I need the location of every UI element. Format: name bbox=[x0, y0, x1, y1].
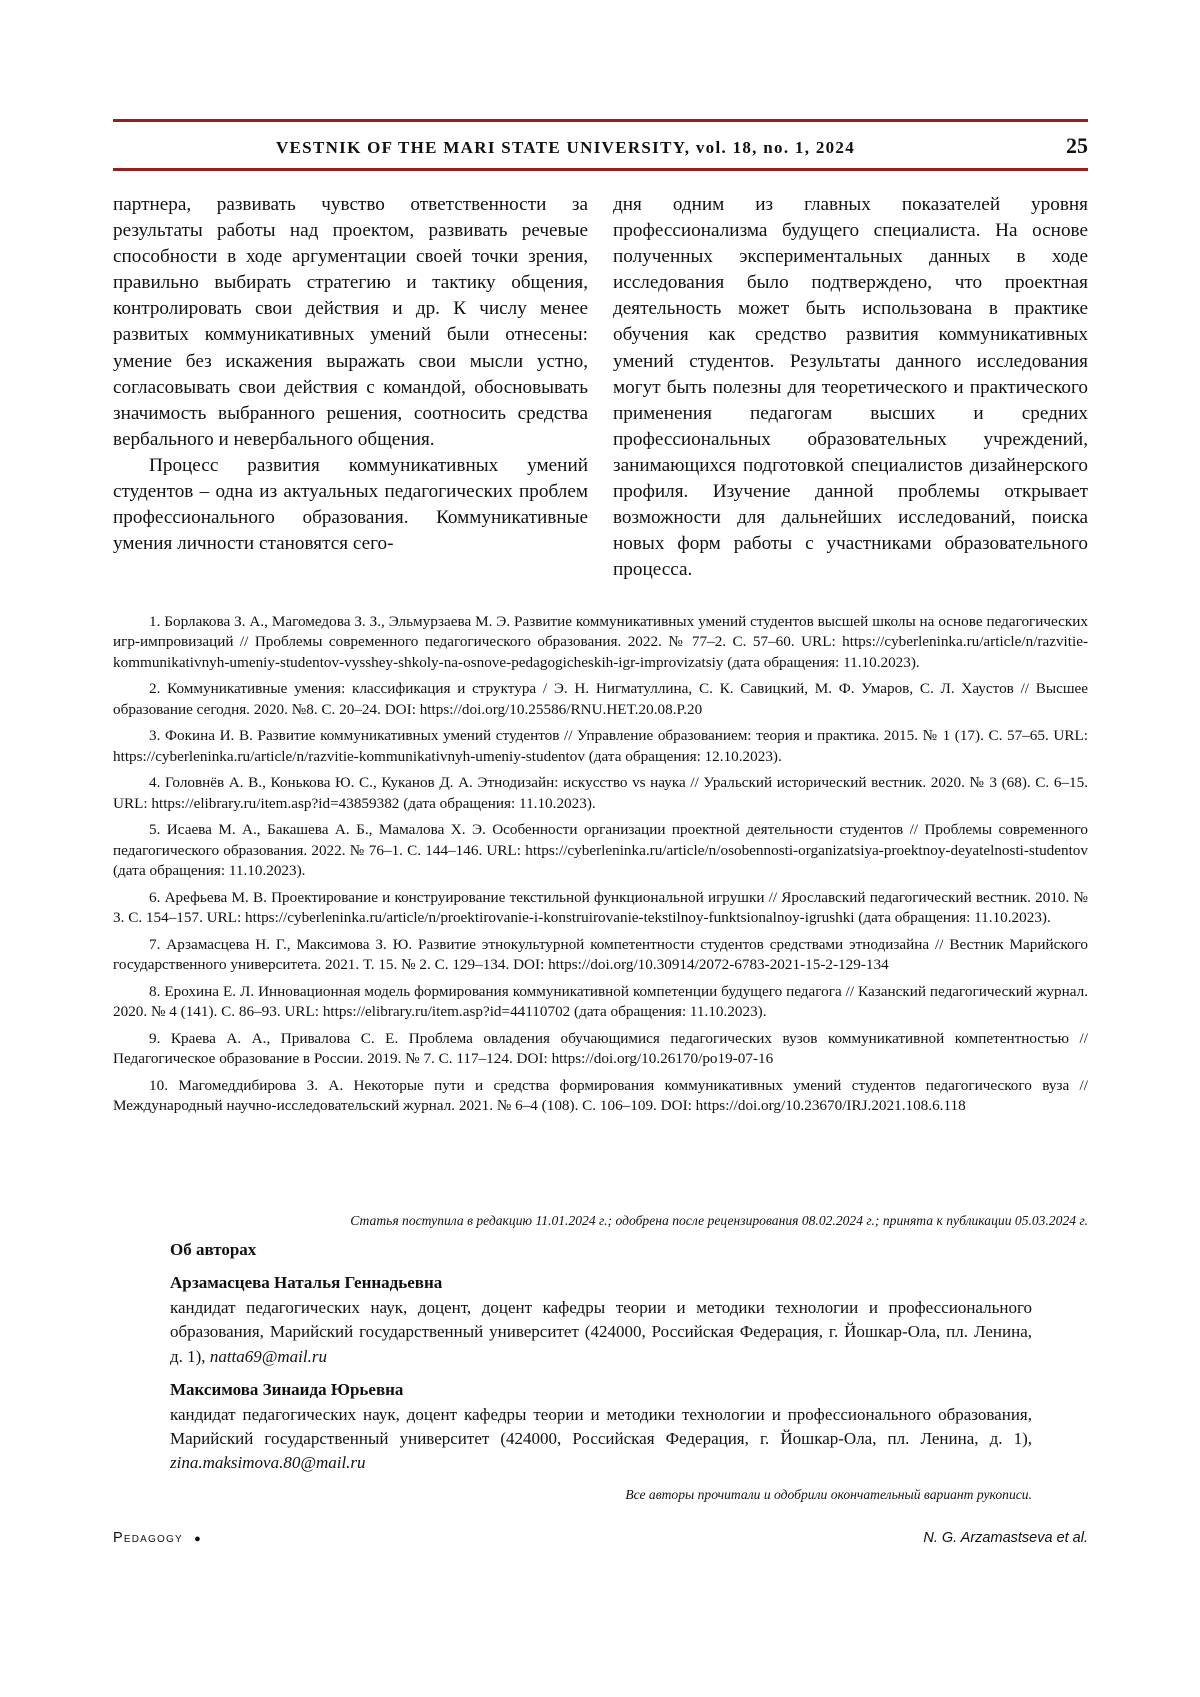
reference-item: 3. Фокина И. В. Развитие коммуникативных умений студентов // Управление образованием: теория и практика. 2015. № 1 (17). С. 57–65. URL: https://cyberleninka.ru/article/n/razvitie-kommunikativnyh-umeniy-studentov (дата обращения: 12.10.2023). bbox=[113, 727, 1088, 765]
footer-section-label: Pedagogy bbox=[113, 1530, 183, 1546]
reference-item: 4. Головнёв А. В., Конькова Ю. С., Куканов Д. А. Этнодизайн: искусство vs наука // Уральский исторический вестник. 2020. № 3 (68). С. 6–15. URL: https://elibrary.ru/item.asp?id=43859382 (дата обращения: 11.10.2023). bbox=[113, 774, 1088, 812]
author-description bbox=[170, 1296, 1032, 1369]
reference-item: 6. Арефьева М. В. Проектирование и конструирование текстильной функциональной игрушки // Ярославский педагогический вестник. 2010. № 3. С. 154–157. URL: https://cyberleninka.ru/article/n/proektirovanie-i-konstruirovanie-tekstilnoy-funktsionalnoy-igrushki (дата обращения: 11.10.2023). bbox=[113, 888, 1088, 927]
reference-item: 9. Краева А. А., Привалова С. Е. Проблема овладения обучающимися педагогических вузов коммуникативной компетентностью // Педагогическое образование в России. 2019. № 7. С. 117–124. DOI: https://doi.org/10.26170/po19-07-16 bbox=[113, 1029, 1088, 1068]
reference-item: 2. Коммуникативные умения: классификация и структура / Э. Н. Нигматуллина, С. К. Савицкий, М. Ф. Умаров, С. Л. Хаустов // Высшее образование сегодня. 2020. №8. С. 20–24. DOI: https://doi.org/10.25586/RNU.HET.20.08.P.20 bbox=[113, 680, 1088, 718]
author-name: Арзамасцева Наталья Геннадьевна bbox=[170, 1273, 443, 1292]
body-column-left bbox=[113, 192, 588, 557]
footer-authors: N. G. Arzamastseva et al. bbox=[923, 1530, 1088, 1546]
authors-heading: Об авторах bbox=[170, 1240, 257, 1259]
body-paragraph: партнера, развивать чувство ответственности за результаты работы над проектом, развивать речевые способности в ходе аргументации своей точки зрения, правильно выбирать стратегию и тактику общения, контролировать свои действия и др. К числу менее развитых коммуникативных умений были отнесены: умение без искажения выражать свои мысли устно, согласовывать свои действия с командой, обосновывать значимость выбранного решения, соотносить средства вербального и невербального общения. bbox=[113, 194, 588, 450]
author-email[interactable]: natta69@mail.ru bbox=[209, 1346, 327, 1366]
header-rule-top bbox=[113, 119, 1088, 122]
authors-block bbox=[170, 1240, 1032, 1487]
header-rule-bottom bbox=[113, 168, 1088, 171]
body-paragraph: Процесс развития коммуникативных умений студентов – одна из актуальных педагогических проблем профессионального образования. Коммуникативные умения личности становятся сего- bbox=[113, 454, 588, 555]
approval-note: Все авторы прочитали и одобрили окончательный вариант рукописи. bbox=[625, 1487, 1032, 1502]
reference-item: 1. Борлакова З. А., Магомедова З. З., Эльмурзаева М. Э. Развитие коммуникативных умений студентов высшей школы на основе педагогических игр-импровизаций // Проблемы современного педагогического образования. 2022. № 77–2. С. 57–60. URL: https://cyberleninka.ru/article/n/razvitie-kommunikativnyh-umeniy-studentov-vysshey-shkoly-na-osnove-pedagogicheskih-igr-improvizatsiy (дата обращения: 11.10.2023). bbox=[113, 613, 1088, 671]
author-affiliation: кандидат педагогических наук, доцент кафедры теории и методики технологии и профессионального образования, Марийский государственный университет (424000, Российская Федерация, г. Йошкар-Ола, пл. Ленина, д. 1), bbox=[170, 1404, 1032, 1449]
author-description bbox=[170, 1403, 1032, 1476]
reference-item: 8. Ерохина Е. Л. Инновационная модель формирования коммуникативной компетенции будущего педагога // Казанский педагогический журнал. 2020. № 4 (141). С. 86–93. URL: https://elibrary.ru/item.asp?id=44110702 (дата обращения: 11.10.2023). bbox=[113, 982, 1088, 1021]
author-email[interactable]: zina.maksimova.80@mail.ru bbox=[170, 1453, 366, 1473]
body-column-right bbox=[613, 192, 1088, 583]
page-number: 25 bbox=[1066, 133, 1088, 158]
footer-bullet-icon: ● bbox=[194, 1533, 202, 1545]
footer-section bbox=[113, 1530, 202, 1546]
author-name: Максимова Зинаида Юрьевна bbox=[170, 1379, 404, 1399]
received-note: Статья поступила в редакцию 11.01.2024 г.; одобрена после рецензирования 08.02.2024 г.; принята к публикации 05.03.2024 г. bbox=[350, 1213, 1088, 1228]
author-affiliation: кандидат педагогических наук, доцент, доцент кафедры теории и методики технологии и профессионального образования, Марийский государственный университет (424000, Российская Федерация, г. Йошкар-Ола, пл. Ленина, д. 1), bbox=[170, 1298, 1032, 1366]
journal-title: VESTNIK OF THE MARI STATE UNIVERSITY, vol. 18, no. 1, 2024 bbox=[275, 138, 856, 157]
references-list bbox=[113, 612, 1088, 1123]
reference-item: 10. Магомеддибирова З. А. Некоторые пути и средства формирования коммуникативных умений студентов педагогического вуза // Международный научно-исследовательский журнал. 2021. № 6–4 (108). С. 106–109. DOI: https://doi.org/10.23670/IRJ.2021.108.6.118 bbox=[113, 1076, 1088, 1115]
body-paragraph: дня одним из главных показателей уровня профессионализма будущего специалиста. На основе полученных экспериментальных данных в ходе исследования было подтверждено, что проектная деятельность может быть использована в практике обучения как средство развития коммуникативных умений студентов. Результаты данного исследования могут быть полезны для теоретического и практического применения педагогам высших и средних профессиональных образовательных учреждений, занимающихся подготовкой специалистов дизайнерского профиля. Изучение данной проблемы открывает возможности для дальнейших исследований, поиска новых форм работы с участниками образовательного процесса. bbox=[613, 194, 1088, 581]
reference-item: 7. Арзамасцева Н. Г., Максимова З. Ю. Развитие этнокультурной компетентности студентов средствами этнодизайна // Вестник Марийского государственного университета. 2021. Т. 15. № 2. С. 129–134. DOI: https://doi.org/10.30914/2072-6783-2021-15-2-129-134 bbox=[113, 935, 1088, 974]
reference-item: 5. Исаева М. А., Бакашева А. Б., Мамалова Х. Э. Особенности организации проектной деятельности студентов // Проблемы современного педагогического образования. 2022. № 76–1. С. 144–146. URL: https://cyberleninka.ru/article/n/osobennosti-organizatsiya-proektnoy-deyatelnosti-studentov (дата обращения: 11.10.2023). bbox=[113, 821, 1088, 880]
